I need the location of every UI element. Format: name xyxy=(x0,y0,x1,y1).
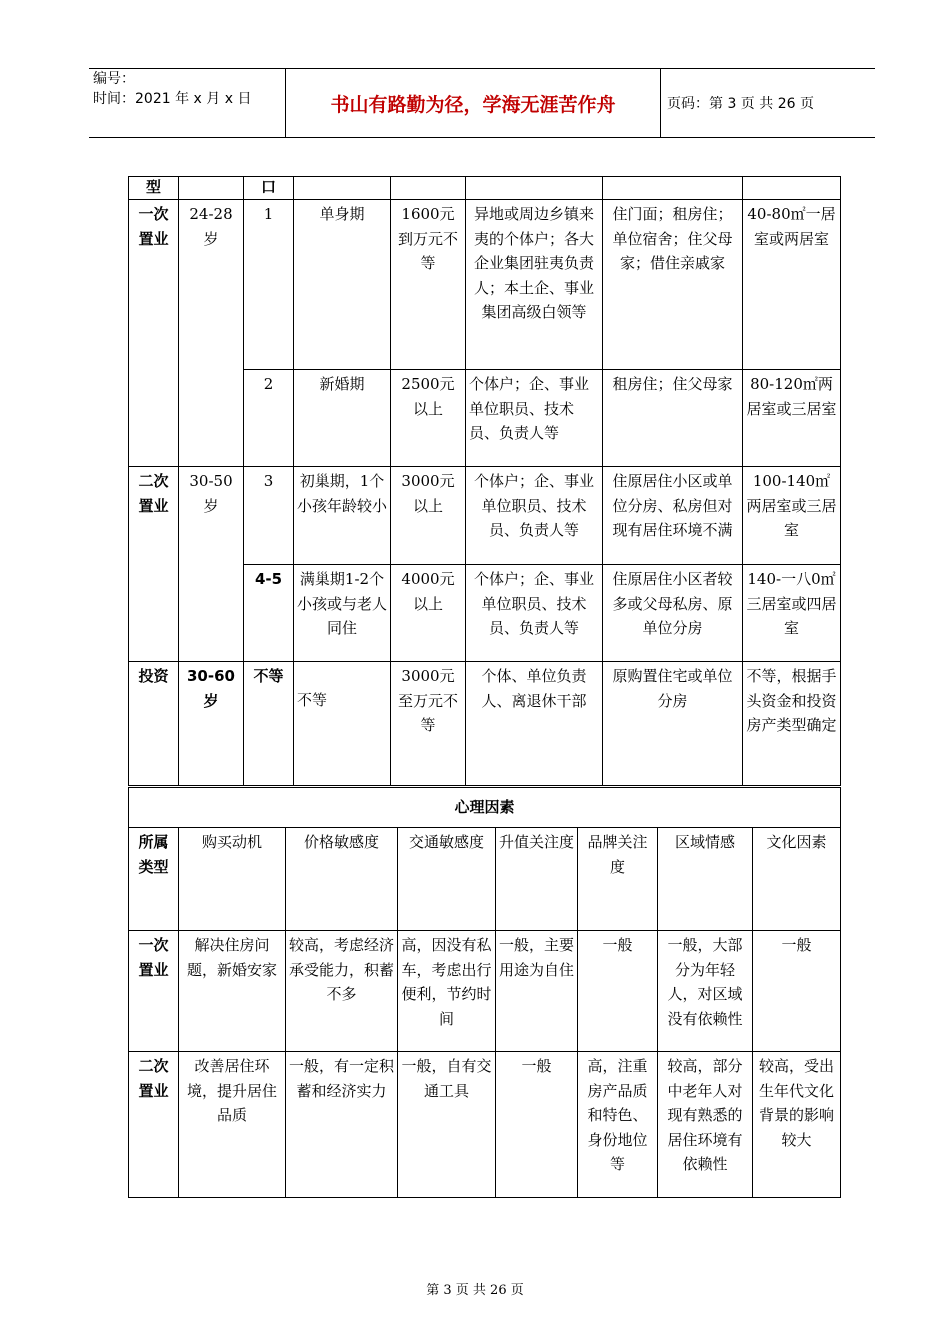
table-cell xyxy=(294,177,391,200)
header-cell: 交通敏感度 xyxy=(398,828,496,931)
occupation-cell: 个体户；企、事业单位职员、技术员、负责人等 xyxy=(466,467,603,565)
occupation-cell: 个体、单位负责人、离退休干部 xyxy=(466,662,603,786)
table-row xyxy=(129,200,841,370)
age-cell: 30-60岁 xyxy=(179,662,244,786)
header-cell: 品牌关注度 xyxy=(578,828,658,931)
income-cell: 1600元到万元不等 xyxy=(391,200,466,370)
table-cell xyxy=(179,177,244,200)
housing-cell: 住原居住小区者较多或父母私房、原单位分房 xyxy=(603,565,743,662)
table-cell: 口 xyxy=(244,177,294,200)
page-footer: 第 3 页 共 26 页 xyxy=(426,1283,524,1298)
buyer-profile-table xyxy=(128,176,841,786)
num-cell: 4-5 xyxy=(244,565,294,662)
num-cell: 1 xyxy=(244,200,294,370)
num-cell: 不等 xyxy=(244,662,294,786)
buyer-type-cell: 二次置业 xyxy=(129,467,179,662)
table-row xyxy=(129,177,841,200)
page-label: 页码：第 3 页 共 26 页 xyxy=(667,96,814,112)
income-cell: 3000元至万元不等 xyxy=(391,662,466,786)
header-cell: 文化因素 xyxy=(753,828,841,931)
table-row xyxy=(129,662,841,786)
occupation-cell: 异地或周边乡镇来夷的个体户；各大企业集团驻夷负责人；本土企、事业集团高级白领等 xyxy=(466,200,603,370)
age-cell: 24-28岁 xyxy=(179,200,244,467)
number-label: 编号： xyxy=(93,71,135,87)
occupation-cell: 个体户；企、事业单位职员、技术员、负责人等 xyxy=(466,370,603,467)
table-row xyxy=(129,828,841,931)
table-cell: 较高，部分中老年人对现有熟悉的居住环境有依赖性 xyxy=(658,1052,753,1198)
header-cell: 区域情感 xyxy=(658,828,753,931)
buyer-type-cell: 二次置业 xyxy=(129,1052,179,1198)
housing-cell: 原购置住宅或单位分房 xyxy=(603,662,743,786)
header-cell: 升值关注度 xyxy=(496,828,578,931)
num-cell: 2 xyxy=(244,370,294,467)
header-cell: 所属类型 xyxy=(129,828,179,931)
table-cell: 一般，自有交通工具 xyxy=(398,1052,496,1198)
table-cell: 解决住房问题，新婚安家 xyxy=(179,931,286,1052)
income-cell: 4000元以上 xyxy=(391,565,466,662)
demand-cell: 80-120㎡两居室或三居室 xyxy=(743,370,841,467)
buyer-type-cell: 一次置业 xyxy=(129,931,179,1052)
stage-cell: 不等 xyxy=(294,662,391,786)
demand-cell: 140-一八0㎡三居室或四居室 xyxy=(743,565,841,662)
demand-cell: 40-80㎡一居室或两居室 xyxy=(743,200,841,370)
psychology-table xyxy=(128,787,841,1198)
housing-cell: 住门面；租房住；单位宿舍；住父母家；借住亲戚家 xyxy=(603,200,743,370)
table-row xyxy=(129,1052,841,1198)
table-cell: 一般 xyxy=(753,931,841,1052)
table-cell: 型 xyxy=(129,177,179,200)
header-cell: 价格敏感度 xyxy=(286,828,398,931)
table-cell: 改善居住环境，提升居住品质 xyxy=(179,1052,286,1198)
table-cell: 一般 xyxy=(496,1052,578,1198)
housing-cell: 住原居住小区或单位分房、私房但对现有居住环境不满 xyxy=(603,467,743,565)
table-cell: 较高，受出生年代文化背景的影响较大 xyxy=(753,1052,841,1198)
income-cell: 3000元以上 xyxy=(391,467,466,565)
motto: 书山有路勤为径，学海无涯苦作舟 xyxy=(285,69,661,137)
demand-cell: 不等，根据手头资金和投资房产类型确定 xyxy=(743,662,841,786)
buyer-type-cell: 一次置业 xyxy=(129,200,179,467)
header-meta xyxy=(89,69,285,137)
page-header xyxy=(89,68,875,138)
table-row xyxy=(129,931,841,1052)
table-cell: 高，因没有私车，考虑出行便利，节约时间 xyxy=(398,931,496,1052)
table-cell: 一般，大部分为年轻人，对区域没有依赖性 xyxy=(658,931,753,1052)
num-cell: 3 xyxy=(244,467,294,565)
section-title: 心理因素 xyxy=(129,788,841,828)
table-cell: 较高，考虑经济承受能力，积蓄不多 xyxy=(286,931,398,1052)
occupation-cell: 个体户；企、事业单位职员、技术员、负责人等 xyxy=(466,565,603,662)
table-cell: 一般，主要用途为自住 xyxy=(496,931,578,1052)
age-cell: 30-50岁 xyxy=(179,467,244,662)
stage-cell: 初巢期，1个小孩年龄较小 xyxy=(294,467,391,565)
table-cell: 一般 xyxy=(578,931,658,1052)
header-cell: 购买动机 xyxy=(179,828,286,931)
table-cell: 一般，有一定积蓄和经济实力 xyxy=(286,1052,398,1198)
table-cell xyxy=(391,177,466,200)
table-cell xyxy=(603,177,743,200)
table-row xyxy=(129,467,841,565)
table-row xyxy=(129,788,841,828)
table-cell: 高，注重房产品质和特色、身份地位等 xyxy=(578,1052,658,1198)
table-cell xyxy=(466,177,603,200)
housing-cell: 租房住；住父母家 xyxy=(603,370,743,467)
buyer-type-cell: 投资 xyxy=(129,662,179,786)
table-cell xyxy=(743,177,841,200)
demand-cell: 100-140㎡两居室或三居室 xyxy=(743,467,841,565)
stage-cell: 新婚期 xyxy=(294,370,391,467)
stage-cell: 满巢期1-2个小孩或与老人同住 xyxy=(294,565,391,662)
stage-cell: 单身期 xyxy=(294,200,391,370)
time-label: 时间：2021 年 x 月 x 日 xyxy=(93,91,252,107)
income-cell: 2500元以上 xyxy=(391,370,466,467)
